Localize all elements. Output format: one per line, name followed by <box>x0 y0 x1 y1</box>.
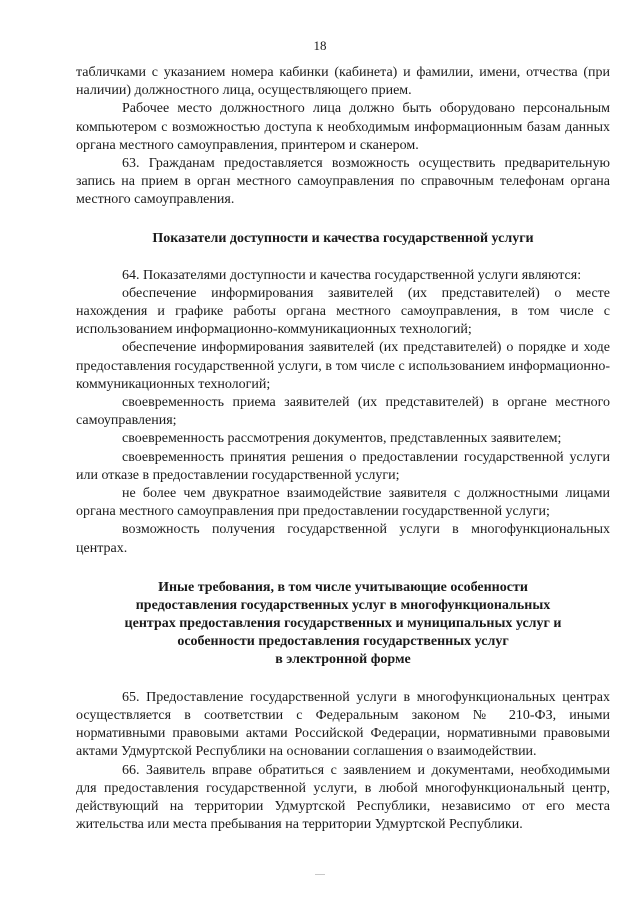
section-heading-line: Иные требования, в том числе учитывающие особенности <box>158 579 528 595</box>
section-heading-line: центрах предоставления государственных и муниципальных услуг и <box>124 615 562 631</box>
paragraph: своевременность приема заявителей (их представителей) в органе местного самоуправления; <box>76 395 610 429</box>
paragraph: 63. Гражданам предоставляется возможность осуществить предварительную запись на прием в орган местного самоуправления по справочным телефонам органа местного самоуправления. <box>76 156 610 208</box>
section-heading <box>76 579 610 669</box>
paragraph: Рабочее место должностного лица должно быть оборудовано персональным компьютером с возможностью доступа к необходимым информационным базам данных органа местного самоуправления, принтером и сканером. <box>76 101 610 153</box>
section-heading-line: в электронной форме <box>275 651 411 667</box>
paragraph: возможность получения государственной услуги в многофункциональных центрах. <box>76 522 610 556</box>
paragraph: табличками с указанием номера кабинки (кабинета) и фамилии, имени, отчества (при наличии) должностного лица, осуществляющего прием. <box>76 65 610 99</box>
paragraph: 64. Показателями доступности и качества государственной услуги являются: <box>122 267 582 283</box>
paragraph: не более чем двукратное взаимодействие заявителя с должностными лицами органа местного самоуправления при предоставлении государственной услуги; <box>76 486 610 520</box>
section-heading <box>76 230 610 248</box>
section-heading-line: особенности предоставления государственных услуг <box>177 633 509 649</box>
paragraph: своевременность принятия решения о предоставлении государственной услуги или отказе в предоставлении государственной услуги; <box>76 449 610 483</box>
paragraph: своевременность рассмотрения документов, представленных заявителем; <box>122 431 562 447</box>
section-heading-line: Показатели доступности и качества государственной услуги <box>152 230 534 246</box>
document-body <box>76 64 610 835</box>
paragraph: обеспечение информирования заявителей (их представителей) о порядке и ходе предоставления государственной услуги, в том числе с использованием информационно-коммуникационных технологий; <box>76 340 610 392</box>
paragraph: 65. Предоставление государственной услуги в многофункциональных центрах осуществляется в соответствии с Федеральным законом № 210-ФЗ, иными нормативными правовыми актами Российской Федерации, нормативными правовыми актами Удмуртской Республики на основании соглашения о взаимодействии. <box>76 689 610 760</box>
page-number: 18 <box>313 38 327 53</box>
paragraph: обеспечение информирования заявителей (их представителей) о месте нахождения и графике работы органа местного самоуправления, в том числе с использованием информационно-коммуникационных технологий; <box>76 285 610 338</box>
section-heading-line: предоставления государственных услуг в многофункциональных <box>135 597 551 613</box>
paragraph: 66. Заявитель вправе обратиться с заявлением и документами, необходимыми для предоставления государственной услуги, в любой многофункциональный центр, действующий на территории Удмуртской Республики, независимо от его места жительства или места пребывания на территории Удмуртской Республики. <box>76 762 610 833</box>
scan-mark <box>315 874 325 875</box>
